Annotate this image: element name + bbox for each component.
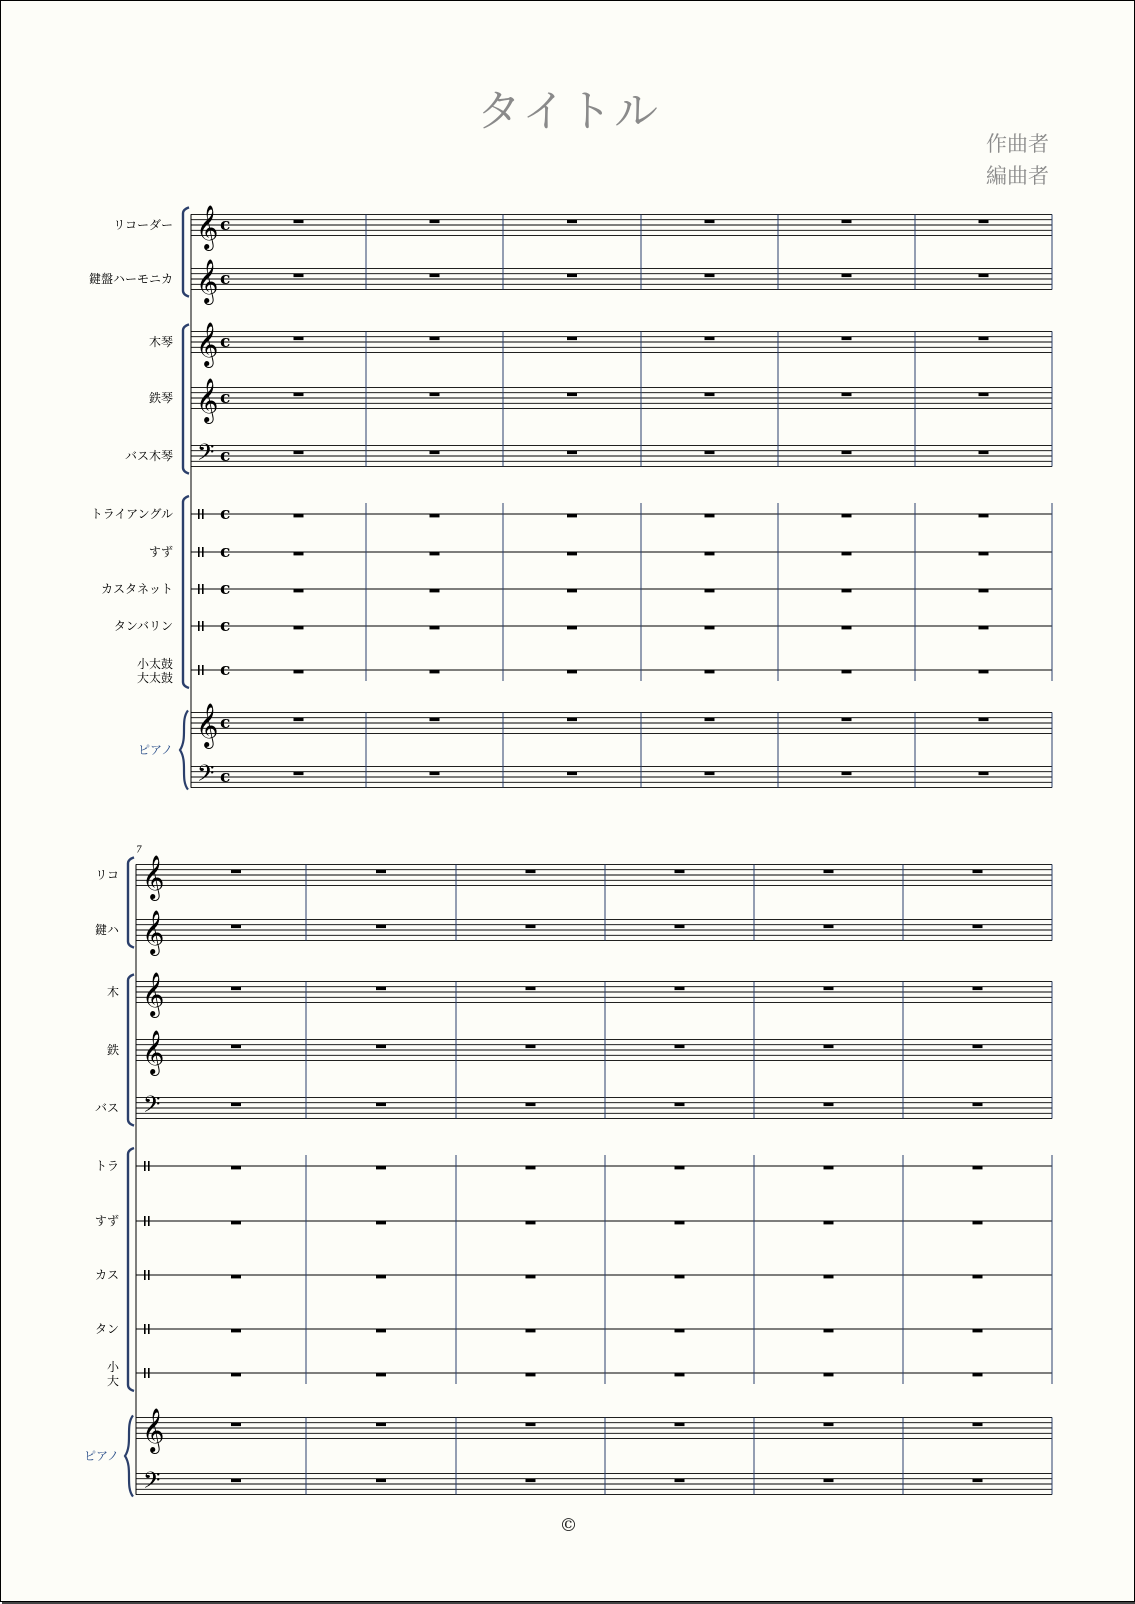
whole-rest xyxy=(675,1103,685,1106)
instrument-label: 木 xyxy=(106,985,119,999)
staff-6 xyxy=(95,1159,1052,1173)
whole-rest xyxy=(979,393,989,396)
whole-rest xyxy=(842,514,852,517)
staff-12 xyxy=(191,761,1052,792)
whole-rest xyxy=(376,1221,386,1224)
percussion-clef xyxy=(198,547,200,557)
whole-rest xyxy=(842,451,852,454)
whole-rest xyxy=(705,393,715,396)
whole-rest xyxy=(294,589,304,592)
treble-clef: 𝄞 xyxy=(142,972,165,1016)
whole-rest xyxy=(430,274,440,277)
whole-rest xyxy=(824,925,834,928)
whole-rest xyxy=(567,670,577,673)
whole-rest xyxy=(824,1479,834,1482)
whole-rest xyxy=(979,772,989,775)
staff-7 xyxy=(95,1214,1052,1228)
whole-rest xyxy=(675,925,685,928)
whole-rest xyxy=(526,1423,536,1426)
whole-rest xyxy=(294,514,304,517)
instrument-label: リコ xyxy=(95,868,119,882)
whole-rest xyxy=(526,1275,536,1278)
whole-rest xyxy=(526,1329,536,1332)
percussion-clef xyxy=(198,509,200,519)
whole-rest xyxy=(376,1479,386,1482)
whole-rest xyxy=(705,451,715,454)
instrument-label: カス xyxy=(94,1268,119,1282)
whole-rest xyxy=(675,1423,685,1426)
whole-rest xyxy=(526,1045,536,1048)
score-canvas xyxy=(1,1,1134,1601)
whole-rest xyxy=(567,772,577,775)
percussion-clef xyxy=(148,1161,150,1171)
staff-12 xyxy=(136,1468,1052,1499)
treble-clef: 𝄞 xyxy=(196,205,219,249)
whole-rest xyxy=(973,1329,983,1332)
whole-rest xyxy=(973,870,983,873)
whole-rest xyxy=(973,925,983,928)
whole-rest xyxy=(979,718,989,721)
whole-rest xyxy=(824,1373,834,1376)
whole-rest xyxy=(979,670,989,673)
percussion-clef xyxy=(202,509,204,519)
staff-8 xyxy=(95,1268,1052,1282)
instrument-label: バス木琴 xyxy=(124,449,173,463)
whole-rest xyxy=(567,552,577,555)
staff-4 xyxy=(107,1030,1052,1076)
instrument-label: タン xyxy=(94,1322,119,1336)
whole-rest xyxy=(973,1221,983,1224)
instrument-label: 木琴 xyxy=(148,335,173,349)
whole-rest xyxy=(430,220,440,223)
bass-clef: 𝄢 xyxy=(197,761,215,792)
whole-rest xyxy=(294,670,304,673)
staff-1 xyxy=(95,855,1052,901)
whole-rest xyxy=(973,1275,983,1278)
group-bracket xyxy=(128,974,134,1125)
whole-rest xyxy=(430,393,440,396)
whole-rest xyxy=(231,1275,241,1278)
treble-clef: 𝄞 xyxy=(196,703,219,747)
whole-rest xyxy=(430,772,440,775)
whole-rest xyxy=(705,626,715,629)
whole-rest xyxy=(705,589,715,592)
whole-rest xyxy=(526,987,536,990)
bass-clef: 𝄢 xyxy=(143,1468,161,1499)
whole-rest xyxy=(842,626,852,629)
composer-text[interactable]: 作曲者 xyxy=(986,132,1049,156)
whole-rest xyxy=(526,1166,536,1169)
time-signature-common: c xyxy=(220,504,231,524)
percussion-clef xyxy=(144,1368,146,1378)
whole-rest xyxy=(824,1045,834,1048)
whole-rest xyxy=(231,1166,241,1169)
whole-rest xyxy=(376,1275,386,1278)
whole-rest xyxy=(376,1045,386,1048)
whole-rest xyxy=(294,220,304,223)
whole-rest xyxy=(376,870,386,873)
percussion-clef xyxy=(144,1161,146,1171)
whole-rest xyxy=(824,1103,834,1106)
whole-rest xyxy=(231,1479,241,1482)
percussion-clef xyxy=(202,547,204,557)
whole-rest xyxy=(842,772,852,775)
whole-rest xyxy=(567,626,577,629)
staff-8 xyxy=(101,579,1052,599)
treble-clef: 𝄞 xyxy=(142,1408,165,1452)
instrument-label: ピアノ xyxy=(83,1449,119,1463)
whole-rest xyxy=(567,220,577,223)
whole-rest xyxy=(430,451,440,454)
whole-rest xyxy=(430,589,440,592)
whole-rest xyxy=(231,925,241,928)
treble-clef: 𝄞 xyxy=(142,855,165,899)
time-signature-common: c xyxy=(220,388,231,408)
percussion-clef xyxy=(202,621,204,631)
whole-rest xyxy=(376,1373,386,1376)
whole-rest xyxy=(973,987,983,990)
percussion-clef xyxy=(198,584,200,594)
whole-rest xyxy=(705,274,715,277)
whole-rest xyxy=(294,274,304,277)
staff-1 xyxy=(113,205,1052,251)
whole-rest xyxy=(376,1329,386,1332)
treble-clef: 𝄞 xyxy=(142,910,165,954)
instrument-label: ピアノ xyxy=(137,743,173,757)
whole-rest xyxy=(979,220,989,223)
whole-rest xyxy=(824,1329,834,1332)
treble-clef: 𝄞 xyxy=(196,259,219,303)
group-bracket xyxy=(183,207,189,296)
whole-rest xyxy=(675,870,685,873)
whole-rest xyxy=(430,514,440,517)
whole-rest xyxy=(430,626,440,629)
whole-rest xyxy=(705,220,715,223)
time-signature-common: c xyxy=(220,542,231,562)
instrument-label-second: 大 xyxy=(106,1374,119,1388)
instrument-label: 小太鼓 xyxy=(136,657,173,671)
whole-rest xyxy=(705,772,715,775)
whole-rest xyxy=(231,870,241,873)
whole-rest xyxy=(294,772,304,775)
group-bracket xyxy=(128,857,134,947)
whole-rest xyxy=(376,925,386,928)
whole-rest xyxy=(231,1221,241,1224)
whole-rest xyxy=(567,514,577,517)
whole-rest xyxy=(824,1275,834,1278)
whole-rest xyxy=(842,552,852,555)
whole-rest xyxy=(973,1423,983,1426)
whole-rest xyxy=(526,1103,536,1106)
time-signature-common: c xyxy=(220,579,231,599)
copyright-text: © xyxy=(559,1515,578,1536)
whole-rest xyxy=(567,393,577,396)
whole-rest xyxy=(705,514,715,517)
whole-rest xyxy=(376,1166,386,1169)
instrument-label: トライアングル xyxy=(90,507,173,521)
whole-rest xyxy=(705,552,715,555)
whole-rest xyxy=(824,1221,834,1224)
whole-rest xyxy=(824,1423,834,1426)
staff-4 xyxy=(149,378,1052,424)
whole-rest xyxy=(567,451,577,454)
whole-rest xyxy=(567,274,577,277)
percussion-clef xyxy=(144,1270,146,1280)
instrument-label: 鍵盤ハーモニカ xyxy=(88,272,173,286)
staff-11 xyxy=(84,1408,1052,1463)
whole-rest xyxy=(979,514,989,517)
instrument-label: 小 xyxy=(106,1360,119,1374)
whole-rest xyxy=(526,1479,536,1482)
whole-rest xyxy=(705,670,715,673)
instrument-label: バス xyxy=(94,1101,119,1115)
whole-rest xyxy=(294,393,304,396)
percussion-clef xyxy=(202,665,204,675)
whole-rest xyxy=(231,1423,241,1426)
whole-rest xyxy=(842,670,852,673)
whole-rest xyxy=(973,1373,983,1376)
whole-rest xyxy=(430,337,440,340)
whole-rest xyxy=(675,1221,685,1224)
time-signature-common: c xyxy=(220,446,231,466)
whole-rest xyxy=(973,1166,983,1169)
whole-rest xyxy=(567,718,577,721)
whole-rest xyxy=(973,1103,983,1106)
whole-rest xyxy=(376,1103,386,1106)
whole-rest xyxy=(842,589,852,592)
whole-rest xyxy=(824,1166,834,1169)
instrument-label: タンバリン xyxy=(113,619,173,633)
system-2 xyxy=(84,845,1052,1499)
whole-rest xyxy=(842,337,852,340)
whole-rest xyxy=(294,451,304,454)
system-1 xyxy=(89,205,1052,792)
whole-rest xyxy=(675,1166,685,1169)
whole-rest xyxy=(231,1373,241,1376)
whole-rest xyxy=(430,718,440,721)
time-signature-common: c xyxy=(220,269,231,289)
percussion-clef xyxy=(198,621,200,631)
whole-rest xyxy=(294,337,304,340)
whole-rest xyxy=(979,337,989,340)
instrument-label: トラ xyxy=(94,1159,119,1173)
staff-7 xyxy=(149,542,1052,562)
group-bracket xyxy=(183,324,189,473)
whole-rest xyxy=(842,393,852,396)
whole-rest xyxy=(430,670,440,673)
whole-rest xyxy=(231,1329,241,1332)
whole-rest xyxy=(824,870,834,873)
whole-rest xyxy=(842,718,852,721)
treble-clef: 𝄞 xyxy=(142,1030,165,1074)
whole-rest xyxy=(526,1221,536,1224)
staff-5 xyxy=(125,440,1052,471)
whole-rest xyxy=(567,337,577,340)
whole-rest xyxy=(705,337,715,340)
whole-rest xyxy=(842,274,852,277)
treble-clef: 𝄞 xyxy=(196,322,219,366)
whole-rest xyxy=(567,589,577,592)
time-signature-common: c xyxy=(220,616,231,636)
time-signature-common: c xyxy=(220,660,231,680)
time-signature-common: c xyxy=(220,713,231,733)
staff-5 xyxy=(95,1092,1052,1123)
whole-rest xyxy=(824,987,834,990)
staff-9 xyxy=(114,616,1052,636)
percussion-clef xyxy=(198,665,200,675)
staff-3 xyxy=(149,322,1052,368)
whole-rest xyxy=(705,718,715,721)
whole-rest xyxy=(675,1045,685,1048)
instrument-label: 鍵ハ xyxy=(94,923,119,937)
whole-rest xyxy=(675,1275,685,1278)
piano-brace xyxy=(180,710,188,789)
piano-brace xyxy=(125,1415,133,1496)
percussion-clef xyxy=(148,1368,150,1378)
whole-rest xyxy=(294,718,304,721)
instrument-label-second: 大太鼓 xyxy=(136,671,173,685)
bass-clef: 𝄢 xyxy=(143,1092,161,1123)
instrument-label: すず xyxy=(94,1214,119,1228)
score-title[interactable]: タイトル xyxy=(476,86,661,137)
bass-clef: 𝄢 xyxy=(197,440,215,471)
group-bracket xyxy=(128,1148,134,1391)
percussion-clef xyxy=(202,584,204,594)
group-bracket xyxy=(183,496,189,688)
percussion-clef xyxy=(148,1270,150,1280)
measure-number: 7 xyxy=(136,845,142,856)
instrument-label: すず xyxy=(148,545,173,559)
staff-6 xyxy=(91,504,1052,524)
treble-clef: 𝄞 xyxy=(196,378,219,422)
whole-rest xyxy=(675,987,685,990)
whole-rest xyxy=(973,1045,983,1048)
whole-rest xyxy=(979,552,989,555)
whole-rest xyxy=(294,552,304,555)
whole-rest xyxy=(376,987,386,990)
staff-3 xyxy=(107,972,1052,1018)
instrument-label: 鉄琴 xyxy=(148,391,173,405)
whole-rest xyxy=(526,1373,536,1376)
whole-rest xyxy=(979,451,989,454)
instrument-label: 鉄 xyxy=(106,1043,119,1057)
whole-rest xyxy=(979,274,989,277)
time-signature-common: c xyxy=(220,215,231,235)
instrument-label: リコーダー xyxy=(113,218,173,232)
percussion-clef xyxy=(144,1324,146,1334)
whole-rest xyxy=(973,1479,983,1482)
time-signature-common: c xyxy=(220,767,231,787)
instrument-label: カスタネット xyxy=(100,582,173,596)
arranger-text[interactable]: 編曲者 xyxy=(986,164,1049,188)
whole-rest xyxy=(842,220,852,223)
whole-rest xyxy=(294,626,304,629)
percussion-clef xyxy=(144,1216,146,1226)
whole-rest xyxy=(430,552,440,555)
whole-rest xyxy=(231,1103,241,1106)
whole-rest xyxy=(979,626,989,629)
staff-9 xyxy=(95,1322,1052,1336)
staff-2 xyxy=(89,259,1052,305)
whole-rest xyxy=(675,1479,685,1482)
staff-2 xyxy=(95,910,1052,956)
whole-rest xyxy=(376,1423,386,1426)
whole-rest xyxy=(526,870,536,873)
percussion-clef xyxy=(148,1216,150,1226)
whole-rest xyxy=(675,1329,685,1332)
whole-rest xyxy=(526,925,536,928)
whole-rest xyxy=(231,1045,241,1048)
staff-10 xyxy=(107,1360,1052,1388)
whole-rest xyxy=(231,987,241,990)
whole-rest xyxy=(675,1373,685,1376)
percussion-clef xyxy=(148,1324,150,1334)
whole-rest xyxy=(979,589,989,592)
time-signature-common: c xyxy=(220,332,231,352)
